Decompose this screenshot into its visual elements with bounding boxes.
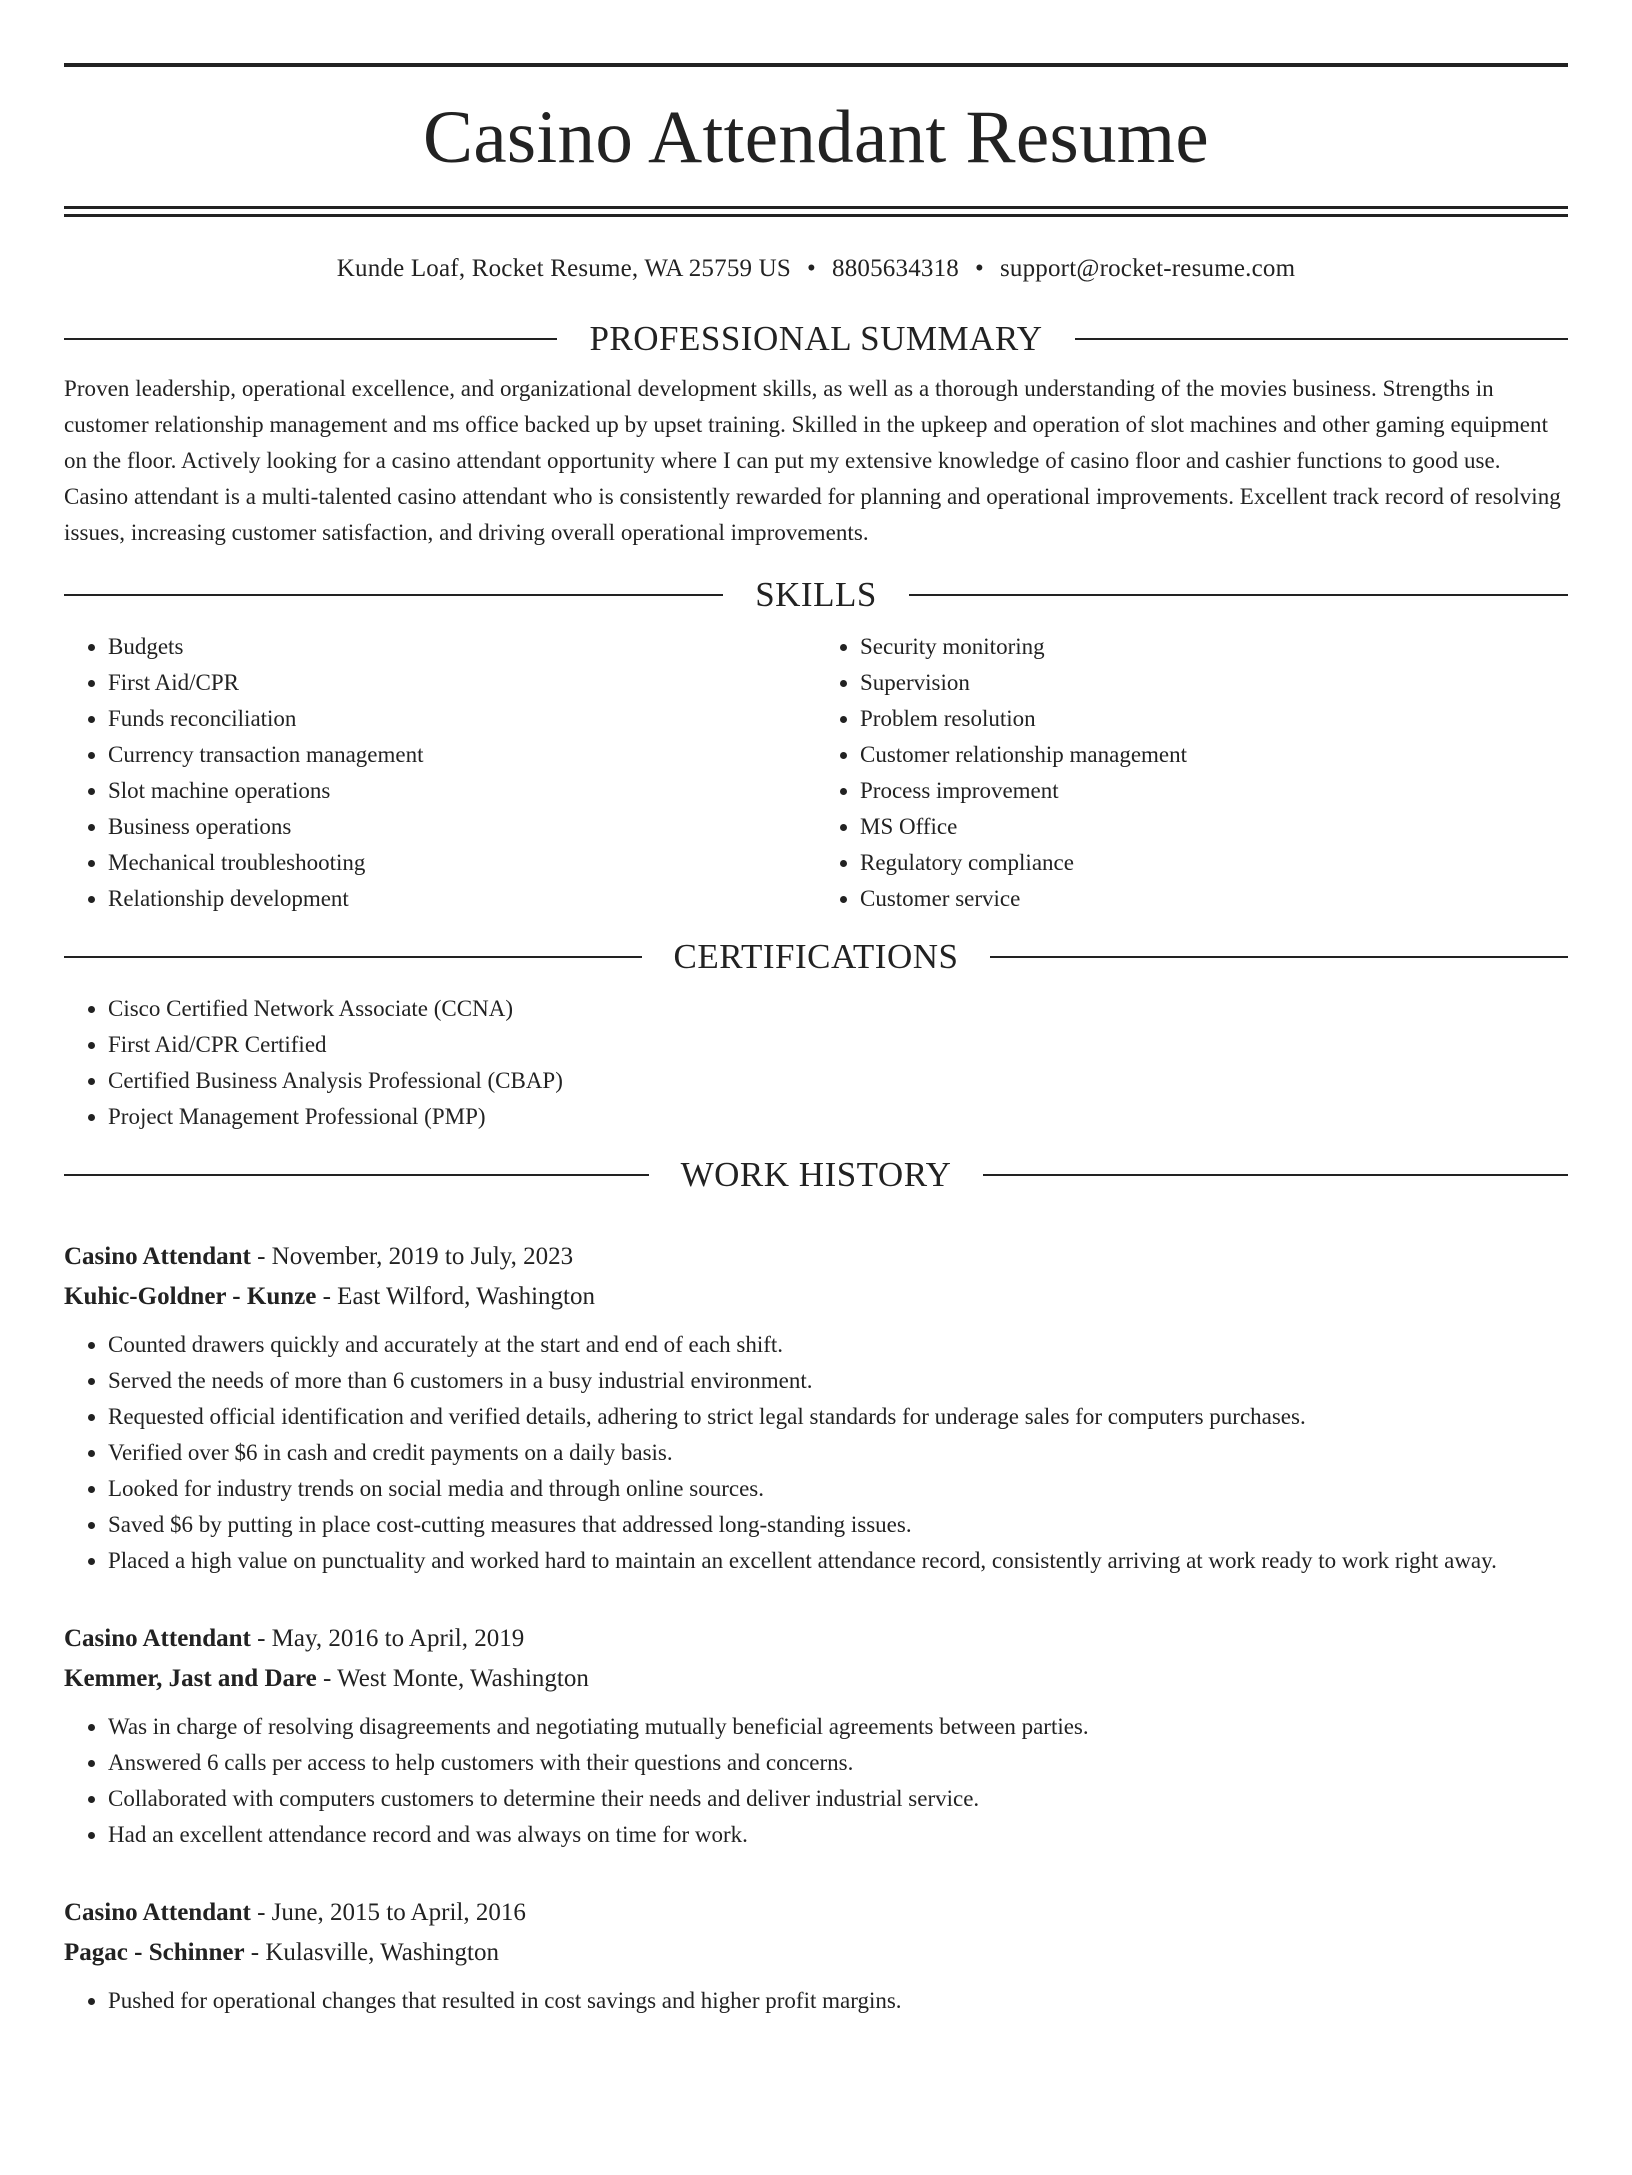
skill-item: • First Aid/CPR — [108, 665, 816, 701]
certifications-heading-label: CERTIFICATIONS — [673, 937, 959, 976]
job-bullet: • Placed a high value on punctuality and worked hard to maintain an excellent attendance record, consistently arriving at work ready to work right away. — [108, 1543, 1568, 1579]
job-bullet: • Was in charge of resolving disagreements and negotiating mutually beneficial agreements between parties. — [108, 1709, 1568, 1745]
heading-rule — [64, 956, 642, 958]
job-dates: - May, 2016 to April, 2019 — [250, 1625, 525, 1652]
work-history-heading-label: WORK HISTORY — [680, 1155, 952, 1194]
certification-item: • Certified Business Analysis Professional (CBAP) — [108, 1063, 1568, 1099]
title-double-rule — [64, 206, 1568, 217]
job-bullet: • Looked for industry trends on social media and through online sources. — [108, 1471, 1568, 1507]
summary-text: Proven leadership, operational excellence, and organizational development skills, as well as a thorough understanding of the movies business. Strengths in customer relationship management and ms office backed up by upset training. Skilled in the upkeep and operation of slot machines and other gaming equipment on the floor. Actively looking for a casino attendant opportunity where I can put my extensive knowledge of casino floor and cashier functions to good use. Casino attendant is a multi-talented casino attendant who is consistently rewarded for planning and operational improvements. Excellent track record of resolving issues, increasing customer satisfaction, and driving overall operational improvements. — [64, 376, 1561, 545]
contact-phone: 8805634318 — [832, 255, 959, 282]
summary-heading — [64, 317, 1568, 361]
heading-rule — [983, 1174, 1568, 1176]
skills-right-column — [816, 629, 1568, 917]
certification-item: • First Aid/CPR Certified — [108, 1027, 1568, 1063]
job-title: Casino Attendant — [64, 1899, 251, 1926]
job-bullets — [64, 1709, 1568, 1853]
job-title-line — [64, 1619, 1568, 1659]
job-entry — [64, 1237, 1568, 1579]
job-bullet: • Had an excellent attendance record and was always on time for work. — [108, 1817, 1568, 1853]
skill-item: • Process improvement — [860, 773, 1568, 809]
work-history-heading — [64, 1153, 1568, 1197]
job-bullet: • Answered 6 calls per access to help customers with their questions and concerns. — [108, 1745, 1568, 1781]
job-location: - East Wilford, Washington — [316, 1283, 596, 1310]
skills-left-column — [64, 629, 816, 917]
resume-title: Casino Attendant Resume — [423, 96, 1209, 179]
skill-item: • Business operations — [108, 809, 816, 845]
skill-item: • Customer relationship management — [860, 737, 1568, 773]
heading-rule — [64, 338, 557, 340]
certifications-list — [64, 991, 1568, 1135]
resume-page — [0, 63, 1632, 2175]
contact-separator: • — [807, 255, 816, 282]
job-dates: - November, 2019 to July, 2023 — [250, 1243, 574, 1270]
job-bullet: • Pushed for operational changes that resulted in cost savings and higher profit margins. — [108, 1983, 1568, 2019]
job-entry — [64, 1619, 1568, 1853]
heading-rule — [64, 1174, 649, 1176]
job-company-line — [64, 1659, 1568, 1699]
job-bullet: • Saved $6 by putting in place cost-cutting measures that addressed long-standing issues. — [108, 1507, 1568, 1543]
job-title-line — [64, 1893, 1568, 1933]
job-title: Casino Attendant — [64, 1243, 251, 1270]
skill-item: • Customer service — [860, 881, 1568, 917]
skill-item: • Problem resolution — [860, 701, 1568, 737]
job-bullets — [64, 1983, 1568, 2019]
job-title-line — [64, 1237, 1568, 1277]
job-bullets — [64, 1327, 1568, 1579]
skill-item: • Security monitoring — [860, 629, 1568, 665]
certifications-heading — [64, 935, 1568, 979]
job-bullet: • Verified over $6 in cash and credit payments on a daily basis. — [108, 1435, 1568, 1471]
heading-rule — [64, 594, 723, 596]
heading-rule — [1075, 338, 1568, 340]
skills-heading — [64, 573, 1568, 617]
job-title: Casino Attendant — [64, 1625, 251, 1652]
job-company-line — [64, 1933, 1568, 1973]
job-location: - West Monte, Washington — [316, 1665, 589, 1692]
certification-item: • Project Management Professional (PMP) — [108, 1099, 1568, 1135]
skill-item: • Regulatory compliance — [860, 845, 1568, 881]
skill-item: • Budgets — [108, 629, 816, 665]
job-bullet: • Counted drawers quickly and accurately at the start and end of each shift. — [108, 1327, 1568, 1363]
work-history-list — [64, 1237, 1568, 2019]
skill-item: • Relationship development — [108, 881, 816, 917]
heading-rule — [990, 956, 1568, 958]
job-company: Kuhic-Goldner - Kunze — [64, 1283, 317, 1310]
skill-item: • MS Office — [860, 809, 1568, 845]
skills-list — [64, 629, 1568, 917]
contact-line — [64, 254, 1568, 284]
heading-rule — [909, 594, 1568, 596]
job-entry — [64, 1893, 1568, 2019]
job-bullet: • Served the needs of more than 6 customers in a busy industrial environment. — [108, 1363, 1568, 1399]
job-company-line — [64, 1277, 1568, 1317]
skill-item: • Slot machine operations — [108, 773, 816, 809]
skill-item: • Supervision — [860, 665, 1568, 701]
job-bullet: • Requested official identification and verified details, adhering to strict legal standards for underage sales for computers purchases. — [108, 1399, 1568, 1435]
skill-item: • Currency transaction management — [108, 737, 816, 773]
skill-item: • Funds reconciliation — [108, 701, 816, 737]
contact-address: Kunde Loaf, Rocket Resume, WA 25759 US — [336, 255, 792, 282]
contact-separator: • — [975, 255, 984, 282]
job-company: Pagac - Schinner — [64, 1939, 245, 1966]
job-company: Kemmer, Jast and Dare — [64, 1665, 317, 1692]
job-dates: - June, 2015 to April, 2016 — [250, 1899, 526, 1926]
contact-email: support@rocket-resume.com — [999, 255, 1296, 282]
skills-heading-label: SKILLS — [755, 575, 877, 614]
summary-heading-label: PROFESSIONAL SUMMARY — [589, 319, 1043, 358]
certification-item: • Cisco Certified Network Associate (CCNA) — [108, 991, 1568, 1027]
job-location: - Kulasville, Washington — [244, 1939, 499, 1966]
skill-item: • Mechanical troubleshooting — [108, 845, 816, 881]
job-bullet: • Collaborated with computers customers to determine their needs and deliver industrial service. — [108, 1781, 1568, 1817]
